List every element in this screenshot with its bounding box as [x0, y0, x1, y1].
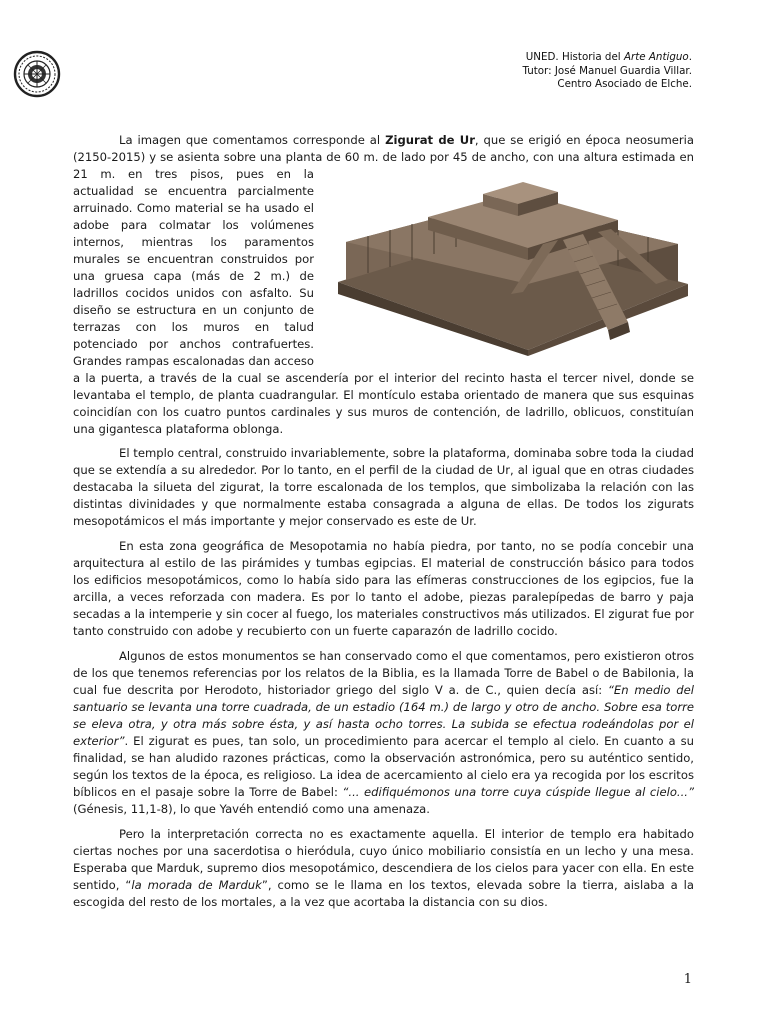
header-line-2: Tutor: José Manuel Guardia Villar.: [522, 64, 692, 77]
ziggurat-of-ur-illustration: [328, 172, 694, 356]
bible-quote: “... edifiquémonos una torre cuya cúspide llegue al cielo...”: [342, 785, 694, 799]
university-seal-icon: [13, 42, 61, 102]
paragraph-5: Pero la interpretación correcta no es exactamente aquella. El interior de templo era habitado ciertas noches por una sacerdotisa o hieródula, cuyo único mobiliario consistía en un lecho y una mesa. Esperaba que Marduk, supremo dios mesopotámico, descendiera de los cielos para yacer con ella. En este sentido, “la morada de Marduk”, como se le llama en los textos, elevada sobre la tierra, aislaba a la escogida del resto de los mortales, a la vez que acortaba la distancia con su dios.: [73, 827, 694, 909]
document-header: [392, 51, 692, 92]
paragraph-4: Algunos de estos monumentos se han conservado como el que comentamos, pero existieron otros de los que tenemos referencias por los relatos de la Biblia, es la llamada Torre de Babel o de Babilonia, la cual fue descrita por Herodoto, historiador griego del siglo V a. de C., quien decía así: “En medio del santuario se levanta una torre cuadrada, de un estadio (164 m.) de largo y otro de ancho. Sobre esa torre se eleva otra, y otra más sobre ésta, y así hasta ocho torres. La subida se efectua rodeándolas por el exterior”. El zigurat es pues, tan solo, un procedimiento para acercar el templo al cielo. En cuanto a su finalidad, se han aludido razones prácticas, como la observación astronómica, pero su auténtico sentido, según los textos de la época, es religioso. La idea de acercamiento al cielo era ya recogida por los escritos bíblicos en el pasaje sobre la Torre de Babel: “... edifiquémonos una torre cuya cúspide llegue al cielo...” (Génesis, 11,1-8), lo que Yavéh entendió como una amenaza.: [73, 649, 694, 816]
marduk-phrase: la morada de Marduk: [131, 878, 262, 892]
herodotus-quote: “En medio del santuario se levanta una torre cuadrada, de un estadio (164 m.) de largo y otro de ancho. Sobre esa torre se eleva otra, y otra más sobre ésta, y así hasta ocho torres. La subida se efectua rodeándolas por el exterior”: [73, 683, 694, 748]
header-line-3: Centro Asociado de Elche.: [557, 78, 692, 91]
paragraph-3: En esta zona geográfica de Mesopotamia no había piedra, por tanto, no se podía concebir una arquitectura al estilo de las pirámides y tumbas egipcias. El material de construcción básico para todos los edificios mesopotámicos, como lo había sido para las efímeras construcciones de los egipcios, fue la arcilla, a veces reforzada con madera. Es por lo tanto el adobe, piezas paralepípedas de barro y paja secadas a la intemperie y sin cocer al fuego, los materiales constructivos más utilizados. El zigurat fue por tanto construido con adobe y recubierto con un fuerte caparazón de ladrillo cocido.: [73, 539, 694, 638]
document-body: [73, 132, 694, 919]
page-number: 1: [683, 972, 692, 987]
paragraph-2: El templo central, construido invariablemente, sobre la plataforma, dominaba sobre toda la ciudad que se extendía a su alrededor. Por lo tanto, en el perfil de la ciudad de Ur, al igual que en otras ciudades destacaba la silueta del zigurat, la torre escalonada de los templos, que simbolizaba la relación con las distintas divinidades y que normalmente estaba consagrada a alguna de ellas. De todos los zigurats mesopotámicos el más importante y mejor conservado es este de Ur.: [73, 446, 694, 528]
header-line-1: UNED. Historia del Arte Antiguo.: [525, 51, 692, 63]
highlighted-term: Zigurat de Ur: [385, 133, 475, 147]
paragraph-1: La imagen que comentamos corresponde al Zigurat de Ur, que se erigió en época neosumeria (2150-2015) y se asienta sobre una planta de 60 m. de lado por 45 de ancho, con una altura estimada en 21 m. en tres pisos, pues en la actualidad se encuentra parcialmente arruinado. Como material se ha usado el adobe para colmatar los volúmenes internos, mientras los paramentos murales se encuentran construidos por una gruesa capa (más de 2 m.) de ladrillos cocidos unidos con asfalto. Su diseño se estructura en un conjunto de terrazas con los muros en talud potenciado por anchos contrafuertes. Grandes rampas escalonadas dan acceso a la puerta, a través de la cual se ascendería por el interior del recinto hasta el tercer nivel, donde se levantaba el templo, de planta cuadrangular. El montículo estaba orientado de manera que sus esquinas coincidían con los cuatro puntos cardinales y sus muros de contención, de ladrillo, oblicuos, constituían una gigantesca plataforma oblonga.: [73, 133, 694, 436]
